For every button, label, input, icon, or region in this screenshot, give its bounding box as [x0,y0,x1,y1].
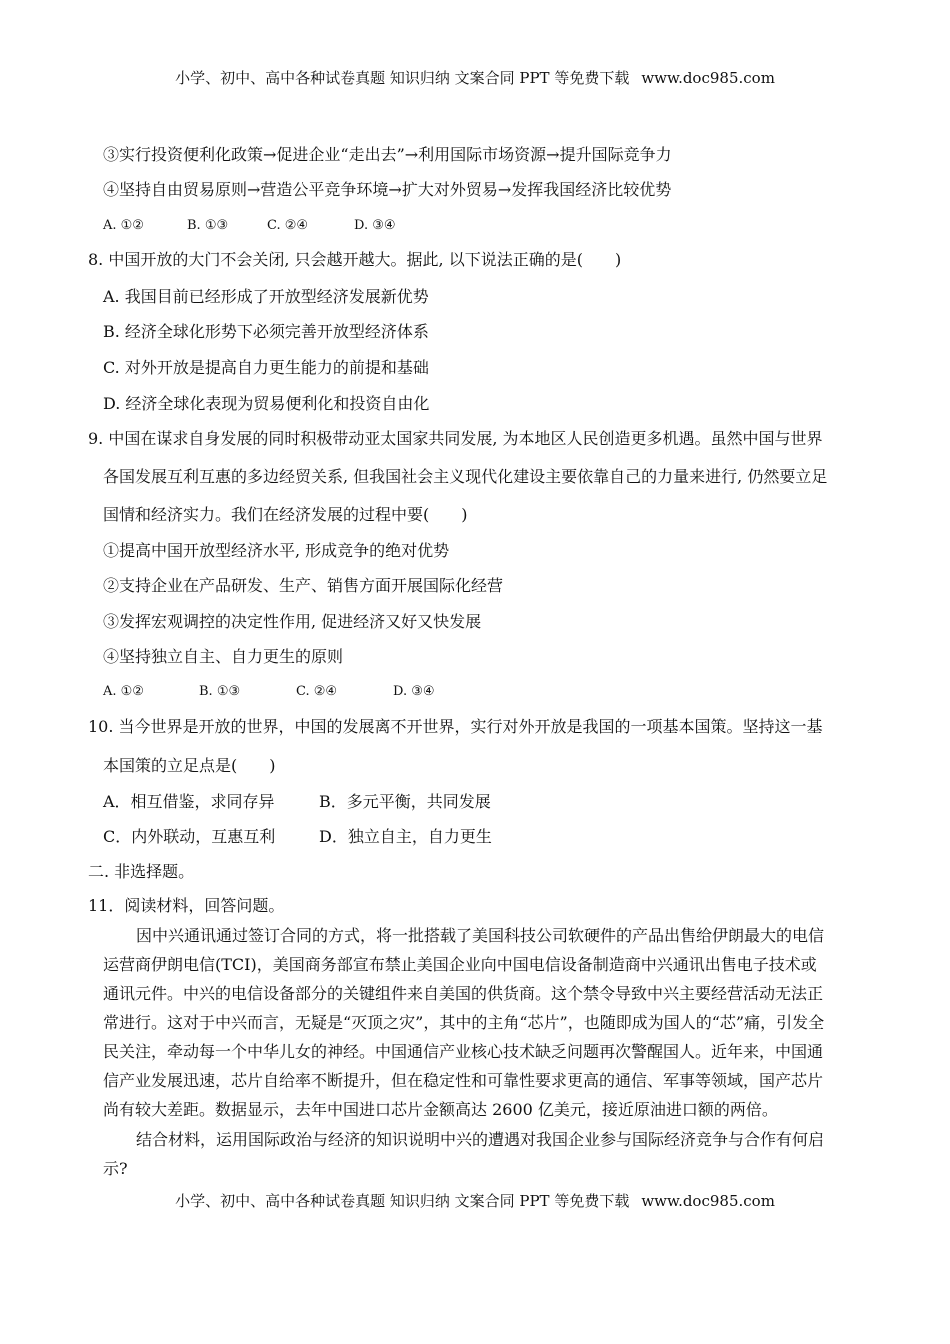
q10-option-d: D．独立自主，自力更生 [319,827,492,846]
header-text: 小学、初中、高中各种试卷真题 知识归纳 文案合同 PPT 等免费下载 [175,69,630,87]
q10-option-b: B．多元平衡，共同发展 [319,792,491,811]
q11-material-line-1: 因中兴通讯通过签订合同的方式，将一批搭载了美国科技公司软硬件的产品出售给伊朗最大的电信 [136,926,825,945]
q8-option-b: B. 经济全球化形势下必须完善开放型经济体系 [103,322,429,341]
q11-material-line-2: 运营商伊朗电信(TCI)，美国商务部宣布禁止美国企业向中国电信设备制造商中兴通讯出售电子技术或 [103,955,817,974]
q9-stem-line-3: 国情和经济实力。我们在经济发展的过程中要( ) [103,505,468,524]
q8-option-d: D. 经济全球化表现为贸易便利化和投资自由化 [103,394,430,413]
q11-material-line-7: 尚有较大差距。数据显示，去年中国进口芯片金额高达 2600 亿美元，接近原油进口额的两倍。 [103,1100,778,1119]
q8-option-c: C. 对外开放是提高自力更生能力的前提和基础 [103,358,429,377]
q11-material-line-3: 通讯元件。中兴的电信设备部分的关键组件来自美国的供货商。这个禁令导致中兴主要经营活动无法正 [103,984,824,1003]
q9-item-1: ①提高中国开放型经济水平, 形成竞争的绝对优势 [103,541,450,560]
q7-item-4: ④坚持自由贸易原则→营造公平竞争环境→扩大对外贸易→发挥我国经济比较优势 [103,180,672,199]
header-url[interactable]: www.doc985.com [641,69,775,87]
q11-question-line-1: 结合材料，运用国际政治与经济的知识说明中兴的遭遇对我国企业参与国际经济竞争与合作有何启 [136,1130,825,1149]
q9-item-4: ④坚持独立自主、自力更生的原则 [103,647,344,666]
page-footer [0,1191,950,1211]
q10-option-a: A．相互借鉴，求同存异 [103,792,275,811]
q9-stem-line-1: 9. 中国在谋求自身发展的同时积极带动亚太国家共同发展, 为本地区人民创造更多机遇。虽然中国与世界 [88,429,823,448]
q11-material-line-4: 常进行。这对于中兴而言，无疑是“灭顶之灾”，其中的主角“芯片”，也随即成为国人的“芯”痛，引发全 [103,1013,825,1032]
section-2-title: 二. 非选择题。 [88,862,195,881]
q9-option-d: D. ③④ [393,684,435,699]
q11-question-line-2: 示? [103,1159,128,1178]
q9-option-b: B. ①③ [199,684,241,699]
q11-material-line-5: 民关注，牵动每一个中华儿女的神经。中国通信产业核心技术缺乏问题再次警醒国人。近年来，中国通 [103,1042,824,1061]
q7-option-c: C. ②④ [267,218,309,233]
q9-option-a: A. ①② [103,684,144,699]
q7-item-3: ③实行投资便利化政策→促进企业“走出去”→利用国际市场资源→提升国际竞争力 [103,145,672,164]
page-header [0,68,950,88]
q10-option-c: C．内外联动，互惠互利 [103,827,276,846]
q9-stem-line-2: 各国发展互利互惠的多边经贸关系, 但我国社会主义现代化建设主要依靠自己的力量来进行, 仍然要立足 [103,467,828,486]
q7-option-a: A. ①② [103,218,144,233]
q8-stem: 8. 中国开放的大门不会关闭, 只会越开越大。据此, 以下说法正确的是( ) [88,250,622,269]
footer-url[interactable]: www.doc985.com [641,1192,775,1210]
q10-stem-line-1: 10. 当今世界是开放的世界，中国的发展离不开世界，实行对外开放是我国的一项基本国策。坚持这一基 [88,717,823,736]
q9-option-c: C. ②④ [296,684,338,699]
footer-text: 小学、初中、高中各种试卷真题 知识归纳 文案合同 PPT 等免费下载 [175,1192,630,1210]
q9-item-2: ②支持企业在产品研发、生产、销售方面开展国际化经营 [103,576,504,595]
q9-item-3: ③发挥宏观调控的决定性作用, 促进经济又好又快发展 [103,612,482,631]
q10-stem-line-2: 本国策的立足点是( ) [103,756,276,775]
q7-option-b: B. ①③ [187,218,229,233]
q7-option-d: D. ③④ [354,218,396,233]
q8-option-a: A. 我国目前已经形成了开放型经济发展新优势 [103,287,429,306]
q11-stem: 11．阅读材料，回答问题。 [88,896,285,915]
q11-material-line-6: 信产业发展迅速，芯片自给率不断提升，但在稳定性和可靠性要求更高的通信、军事等领域，国产芯片 [103,1071,824,1090]
